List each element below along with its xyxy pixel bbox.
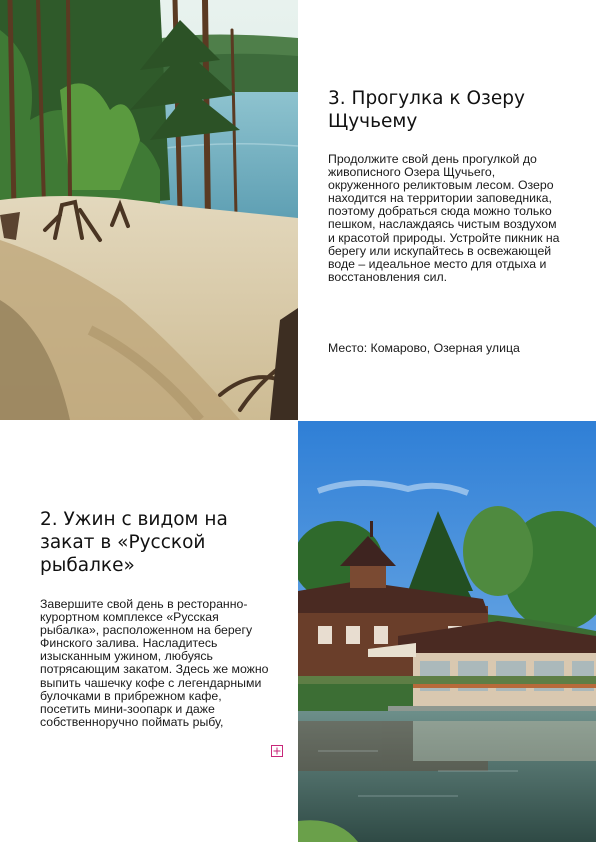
- section-2-body: Завершите свой день в ресторанно-курортном комплексе «Русская рыбалка», расположенном на берегу Финского залива. Насладитесь изысканным ужином, любуясь потрясающим закатом. Здесь же можно выпить чашечку кофе с легендарными булочками в прибрежном кафе, посетить мини-зоопарк и даже собственноручно поймать рыбу,: [40, 597, 269, 729]
- section-2-title: 2. Ужин с видом на закат в «Русской рыбалке»: [40, 509, 228, 576]
- lake-photo: [0, 0, 298, 420]
- restaurant-photo: [298, 421, 596, 842]
- section-3-body: Продолжите свой день прогулкой до живописного Озера Щучьего, окруженного реликтовым лесом. Озеро находится на территории заповедника, поэтому добраться сюда можно только пешком, наслаждаясь чистым воздухом и красотой природы. Устройте пикник на берегу или искупайтесь в освежающей воде – идеальное место для отдыха и восстановления сил.: [328, 152, 560, 284]
- plus-square-icon[interactable]: [271, 745, 283, 757]
- section-3-location: Место: Комарово, Озерная улица: [328, 341, 520, 355]
- restaurant-illustration: [298, 421, 596, 842]
- section-3-title: 3. Прогулка к Озеру Щучьему: [328, 88, 525, 132]
- lake-illustration: [0, 0, 298, 420]
